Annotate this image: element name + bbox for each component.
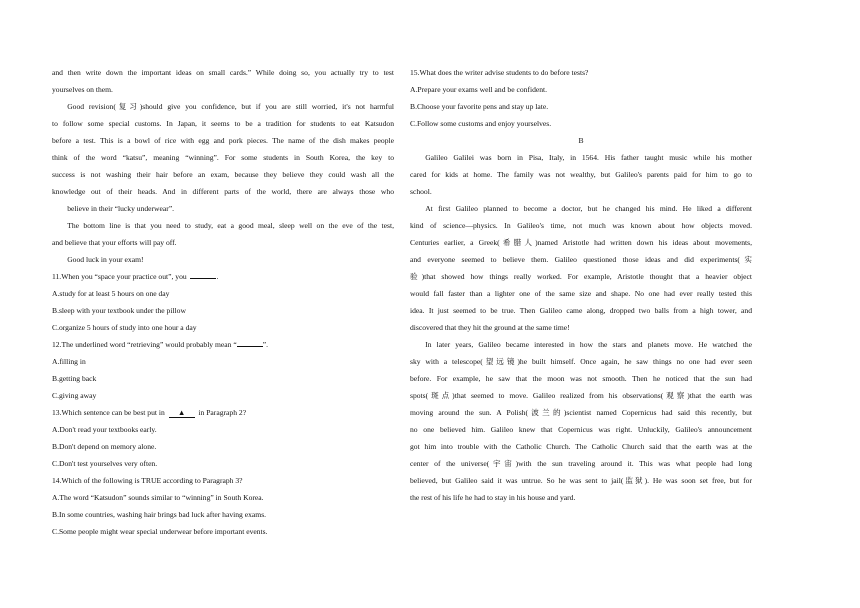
passage-line: kind of science—physics. In Galileo's time, not much was known about how objects moved. [410, 221, 752, 230]
passage-line: before a test. This is a bowl of rice with egg and pork pieces. The name of the dish makes people [52, 136, 394, 145]
passage-line: believe in their “lucky underwear”. [67, 204, 175, 213]
question-stem: 14.Which of the following is TRUE according to Paragraph 3? [52, 476, 243, 485]
passage-line: the rest of his life he had to stay in his house and yard. [410, 493, 576, 502]
question-stem: 11.When you “space your practice out”, you . [52, 272, 219, 281]
answer-blank: ▲ [169, 408, 195, 418]
option-a: A.The word “Katsudon” sounds similar to “winning” in South Korea. [52, 493, 264, 502]
option-b: B.Choose your favorite pens and stay up late. [410, 102, 549, 111]
passage-line: At first Galileo planned to become a doctor, but he changed his mind. He liked a different [425, 204, 752, 213]
passage-line: no one believed him. Galileo knew that Copernicus was right. Unluckily, Galileo's announcement [410, 425, 752, 434]
passage-b [410, 149, 752, 506]
option-a: A.study for at least 5 hours on one day [52, 289, 170, 298]
passage-line: think of the word “katsu”, meaning “winning”. For some students in South Korea, the key to [52, 153, 394, 162]
option-c: C.Follow some customs and enjoy yourselves. [410, 119, 552, 128]
passage-line: sky with a telescope(望远镜)he built himself. Once again, he saw things no one had ever seen [410, 357, 752, 366]
left-column [52, 64, 394, 540]
passage-line: center of the universe(宇宙)with the sun traveling around it. This was what people had long [410, 459, 752, 468]
question-14 [52, 472, 394, 540]
passage-line: Galileo Galilei was born in Pisa, Italy, in 1564. His father taught music while his mother [425, 153, 752, 162]
passage-line: Good revision(复习)should give you confidence, but if you are still worried, it's not harmful [67, 102, 394, 111]
passage-line: Centuries earlier, a Greek(希腊人)named Aristotle had written down his ideas about movements, [410, 238, 752, 247]
question-stem: 12.The underlined word “retrieving” would probably mean “ ”. [52, 340, 269, 349]
option-b: B.getting back [52, 374, 97, 383]
option-c: C.Don't test yourselves very often. [52, 459, 158, 468]
passage-line: to follow some special customs. In Japan, it seems to be a tradition for students to eat Katsudon [52, 119, 394, 128]
answer-blank [237, 346, 263, 347]
passage-line: yourselves on them. [52, 85, 113, 94]
option-b: B.In some countries, washing hair brings bad luck after having exams. [52, 510, 267, 519]
option-a: A.filling in [52, 357, 86, 366]
passage-line: success is not washing their hair before an exam, because they believe they could wash all the [52, 170, 394, 179]
passage-a-continued [52, 64, 394, 268]
option-c: C.Some people might wear special underwear before important events. [52, 527, 268, 536]
passage-line: moving around the sun. A Polish(波兰的)scientist named Copernicus had said this recently, but [410, 408, 752, 417]
passage-line: would fall faster than a lighter one of the same size and shape. No one had ever really tested this [410, 289, 752, 298]
passage-line: school. [410, 187, 432, 196]
option-b: B.sleep with your textbook under the pillow [52, 306, 186, 315]
question-stem: 15.What does the writer advise students to do before tests? [410, 68, 589, 77]
option-a: A.Don't read your textbooks early. [52, 425, 157, 434]
question-11 [52, 268, 394, 336]
passage-line: and everyone seemed to believe them. Galileo questioned those ideas and did experiments(实 [410, 255, 752, 264]
option-c: C.organize 5 hours of study into one hour a day [52, 323, 197, 332]
option-b: B.Don't depend on memory alone. [52, 442, 157, 451]
passage-line: discovered that they hit the ground at the same time! [410, 323, 570, 332]
passage-line: idea. It just seemed to be true. Then Galileo came along, dropped two balls from a high tower, and [410, 306, 752, 315]
answer-blank [190, 278, 216, 279]
passage-line: and believe that your efforts will pay off. [52, 238, 177, 247]
passage-line: The bottom line is that you need to study, eat a good meal, sleep well on the eve of the test, [67, 221, 394, 230]
passage-line: before. For example, he saw that the moon was not smooth. Then he noticed that the sun had [410, 374, 752, 383]
section-heading-b: B [578, 136, 584, 145]
passage-line: spots(斑点)that seemed to move. Galileo realized from his observations(观察)that the earth was [410, 391, 752, 400]
right-column [410, 64, 752, 506]
question-13 [52, 404, 394, 472]
passage-line: cared for kids at home. The family was not wealthy, but Galileo's parents paid for him to go to [410, 170, 752, 179]
question-stem: 13.Which sentence can be best put in ▲ in Paragraph 2? [52, 408, 247, 417]
passage-line: believed, but Galileo said it was untrue. So he was sent to jail(监狱). He was soon set free, but for [410, 476, 752, 485]
passage-line: Good luck in your exam! [67, 255, 144, 264]
passage-line: and then write down the important ideas on small cards.” While doing so, you actually try to test [52, 68, 394, 77]
option-c: C.giving away [52, 391, 97, 400]
option-a: A.Prepare your exams well and be confident. [410, 85, 548, 94]
passage-line: knowledge out of their heads. And in different parts of the world, there are always those who [52, 187, 394, 196]
question-15 [410, 64, 752, 132]
passage-line: In later years, Galileo became interested in how the stars and planets move. He watched the [425, 340, 752, 349]
question-12 [52, 336, 394, 404]
passage-line: 验)that showed how things really worked. For example, Aristotle thought that a heavier object [410, 272, 752, 281]
passage-line: got him into trouble with the Catholic Church. The Catholic Church said that the earth was at the [410, 442, 752, 451]
